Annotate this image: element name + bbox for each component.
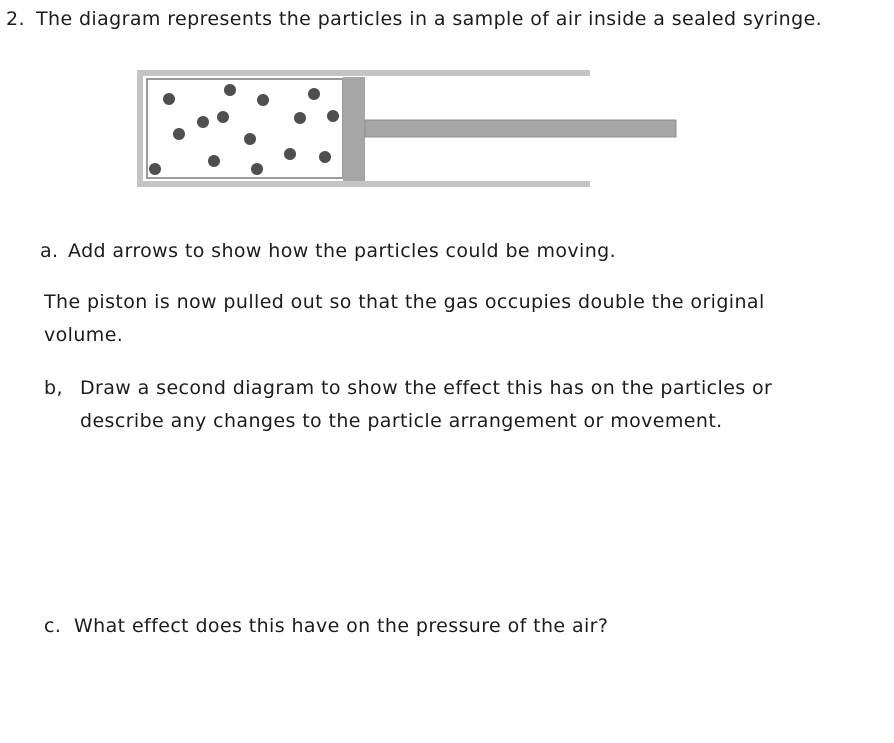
part-b-text-line-2: describe any changes to the particle arrangement or movement.: [80, 410, 723, 432]
particle: [327, 110, 339, 122]
particle: [319, 151, 331, 163]
part-b-text-line-1: Draw a second diagram to show the effect this has on the particles or: [80, 377, 773, 399]
particle: [173, 128, 185, 140]
part-b-label: b,: [44, 377, 63, 399]
plunger-rod: [365, 120, 676, 137]
part-a-label: a.: [40, 240, 59, 262]
particle: [244, 133, 256, 145]
syringe-diagram: [130, 62, 690, 197]
particle: [224, 84, 236, 96]
question-intro: The diagram represents the particles in a sample of air inside a sealed syringe.: [36, 8, 823, 30]
particle: [294, 112, 306, 124]
particle: [208, 155, 220, 167]
particle: [217, 111, 229, 123]
particle: [308, 88, 320, 100]
part-a-text: Add arrows to show how the particles could be moving.: [68, 240, 617, 262]
particle: [251, 163, 263, 175]
particle: [284, 148, 296, 160]
part-b-answer-space[interactable]: [44, 445, 844, 605]
particle: [163, 93, 175, 105]
part-c-answer-space[interactable]: [44, 650, 844, 735]
particle: [257, 94, 269, 106]
particles: [149, 84, 339, 175]
piston-head: [343, 77, 365, 181]
part-c-label: c.: [44, 615, 62, 637]
piston-statement-line-2: volume.: [44, 324, 124, 346]
question-number: 2.: [6, 8, 25, 30]
piston-statement-line-1: The piston is now pulled out so that the gas occupies double the original: [44, 291, 765, 313]
particle: [197, 116, 209, 128]
part-c-text: What effect does this have on the pressure of the air?: [74, 615, 609, 637]
particle: [149, 163, 161, 175]
